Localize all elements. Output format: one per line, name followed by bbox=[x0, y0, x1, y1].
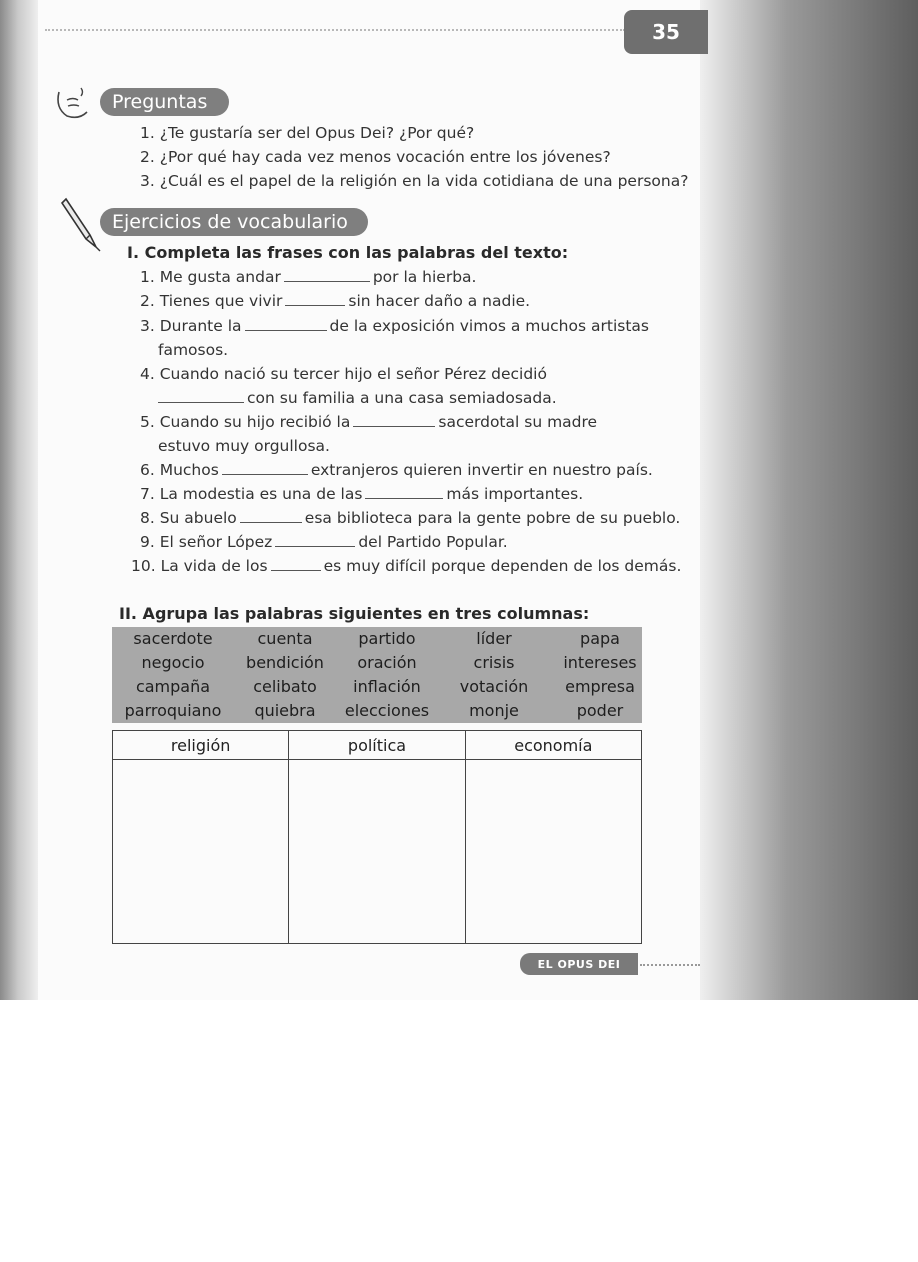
word: poder bbox=[576, 701, 624, 720]
word: celibato bbox=[253, 677, 317, 696]
sentence-2: 2. Tienes que vivir sin hacer daño a nadie. bbox=[140, 292, 531, 310]
answer-cell-economia[interactable] bbox=[465, 760, 641, 944]
sentence-7: 7. La modestia es una de las más importantes. bbox=[140, 485, 584, 503]
thinking-face-icon bbox=[53, 82, 93, 122]
footer-chapter-tab: EL OPUS DEI bbox=[520, 953, 638, 975]
column-header-religion: religión bbox=[113, 731, 289, 760]
ejercicios-title: Ejercicios de vocabulario bbox=[100, 208, 368, 236]
answer-blank[interactable] bbox=[222, 473, 308, 475]
word: líder bbox=[476, 629, 512, 648]
sentence-4: 4. Cuando nació su tercer hijo el señor Pérez decidió bbox=[140, 365, 547, 383]
footer-dotted-rule bbox=[640, 964, 700, 966]
sentence-4-cont: con su familia a una casa semiadosada. bbox=[158, 389, 557, 407]
word: papa bbox=[580, 629, 620, 648]
sentence-10: 10. La vida de los es muy difícil porque dependen de los demás. bbox=[131, 557, 682, 575]
page-edge-shadow bbox=[700, 0, 918, 1000]
header-dotted-rule bbox=[45, 29, 625, 33]
answer-blank[interactable] bbox=[271, 569, 321, 571]
sentence-3: 3. Durante la de la exposición vimos a muchos artistas bbox=[140, 317, 649, 335]
answer-blank[interactable] bbox=[365, 497, 443, 499]
word-bank-row bbox=[112, 701, 642, 725]
word: crisis bbox=[473, 653, 515, 672]
answer-blank[interactable] bbox=[284, 280, 370, 282]
word: empresa bbox=[565, 677, 635, 696]
column-header-economia: economía bbox=[465, 731, 641, 760]
word: oración bbox=[357, 653, 417, 672]
word: campaña bbox=[135, 677, 211, 696]
sentence-8: 8. Su abuelo esa biblioteca para la gente pobre de su pueblo. bbox=[140, 509, 681, 527]
part2-heading: II. Agrupa las palabras siguientes en tres columnas: bbox=[119, 604, 590, 623]
sentence-6: 6. Muchos extranjeros quieren invertir en nuestro país. bbox=[140, 461, 653, 479]
word: votación bbox=[459, 677, 529, 696]
question-2: 2. ¿Por qué hay cada vez menos vocación entre los jóvenes? bbox=[140, 148, 611, 166]
answer-blank[interactable] bbox=[158, 401, 244, 403]
sentence-9: 9. El señor López del Partido Popular. bbox=[140, 533, 508, 551]
sentence-3-cont: famosos. bbox=[158, 341, 229, 359]
sentence-5-cont: estuvo muy orgullosa. bbox=[158, 437, 330, 455]
column-header-politica: política bbox=[289, 731, 465, 760]
question-3: 3. ¿Cuál es el papel de la religión en la vida cotidiana de una persona? bbox=[140, 172, 689, 190]
word: negocio bbox=[141, 653, 205, 672]
word-bank-row bbox=[112, 653, 642, 677]
word: quiebra bbox=[254, 701, 316, 720]
word: elecciones bbox=[344, 701, 430, 720]
preguntas-title: Preguntas bbox=[100, 88, 229, 116]
answer-blank[interactable] bbox=[240, 521, 302, 523]
word-bank-row bbox=[112, 677, 642, 701]
word: monje bbox=[469, 701, 519, 720]
answer-blank[interactable] bbox=[275, 545, 355, 547]
word: sacerdote bbox=[133, 629, 213, 648]
part1-heading: I. Completa las frases con las palabras del texto: bbox=[127, 243, 569, 262]
answer-cell-politica[interactable] bbox=[289, 760, 465, 944]
word: partido bbox=[358, 629, 416, 648]
word-bank-row bbox=[112, 629, 642, 653]
word: parroquiano bbox=[124, 701, 222, 720]
book-spine-shadow bbox=[0, 0, 40, 1010]
scanner-bed bbox=[0, 1000, 918, 1262]
word: cuenta bbox=[257, 629, 313, 648]
word: bendición bbox=[246, 653, 324, 672]
category-table bbox=[112, 730, 642, 944]
sentence-5: 5. Cuando su hijo recibió la sacerdotal su madre bbox=[140, 413, 598, 431]
word-bank bbox=[112, 627, 642, 723]
page-number: 35 bbox=[624, 10, 708, 54]
word: inflación bbox=[353, 677, 421, 696]
answer-cell-religion[interactable] bbox=[113, 760, 289, 944]
question-1: 1. ¿Te gustaría ser del Opus Dei? ¿Por qué? bbox=[140, 124, 475, 142]
sentence-1: 1. Me gusta andar por la hierba. bbox=[140, 268, 477, 286]
word: intereses bbox=[563, 653, 637, 672]
answer-blank[interactable] bbox=[353, 425, 435, 427]
answer-blank[interactable] bbox=[285, 304, 345, 306]
answer-blank[interactable] bbox=[245, 329, 327, 331]
